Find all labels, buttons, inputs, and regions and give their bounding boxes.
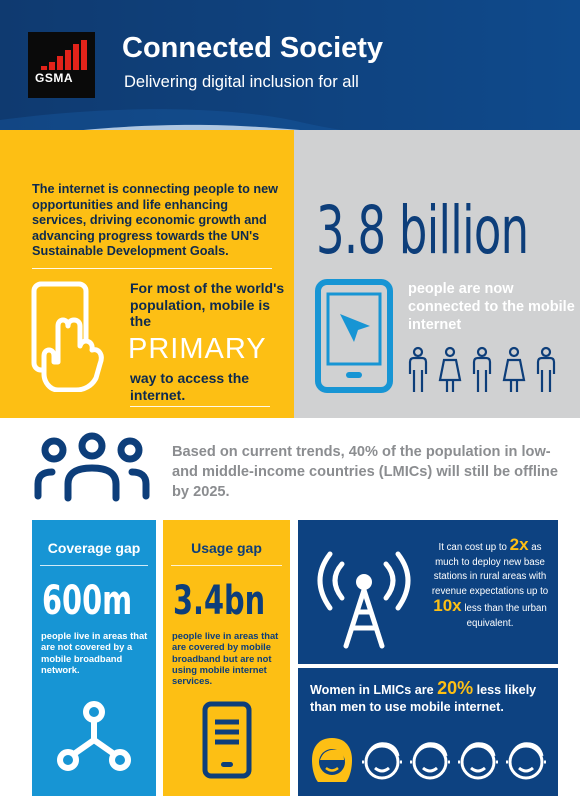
woman-icon [440,348,460,392]
usage-gap-divider [171,565,282,566]
people-row-icon [406,346,566,396]
faces-row-icon [310,736,550,786]
mobile-lead-text: For most of the world's population, mobile is the [130,280,285,329]
man-icon [538,348,554,392]
phone-in-hand-icon [28,280,118,392]
gsma-logo [28,32,95,98]
connected-panel [294,130,580,418]
usage-gap-title: Usage gap [191,540,262,556]
page-title: Connected Society [122,32,384,64]
cost-part2: as much to deploy new base stations in rural areas with revenue expectations up to [431,542,549,597]
usage-gap-box [163,520,290,796]
coverage-gap-box [32,520,156,796]
radio-tower-icon [312,542,416,652]
cost-box [298,520,558,664]
man-face-icon [458,744,498,778]
logo-text: GSMA [35,71,73,85]
coverage-gap-title: Coverage gap [47,540,141,556]
gender-part2: less likely than men to use mobile internet. [310,683,537,714]
gender-gap-statement [310,680,554,716]
usage-gap-description: people live in areas that are covered by mobile broadband but are not using mobile internet services. [172,630,279,687]
cost-multiplier-10x: 10x [433,596,462,616]
page-subtitle: Delivering digital inclusion for all [124,73,359,91]
smartphone-icon [314,278,394,394]
cost-multiplier-2x: 2x [509,535,529,554]
mobile-divider [130,406,270,407]
man-face-icon [506,744,546,778]
intro-panel [0,130,294,418]
usage-gap-number: 3.4bn [173,578,266,624]
cost-part1: It can cost up to [438,542,507,553]
connected-number: 3.8 billion [316,192,529,269]
gender-gap-percent: 20% [437,678,474,698]
network-nodes-icon [56,700,132,776]
intro-divider [32,268,272,269]
connected-text: people are now connected to the mobile internet [408,281,575,333]
mobile-phone-icon [201,700,253,780]
man-icon [410,348,426,392]
cursor-arrow-icon [340,314,370,342]
woman-face-icon [312,738,352,782]
man-face-icon [362,744,402,778]
woman-icon [504,348,524,392]
cost-part3: less than the urban equivalent. [464,603,547,629]
coverage-gap-description: people live in areas that are not covered by a mobile broadband network. [41,630,148,675]
gender-part1: Women in LMICs are [310,683,434,697]
coverage-gap-number: 600m [42,578,133,624]
signal-bars-icon [41,40,89,74]
man-face-icon [410,744,450,778]
primary-emphasis: PRIMARY [128,333,267,365]
coverage-gap-divider [40,565,148,566]
mobile-tail-text: way to access the internet. [130,370,250,403]
cost-statement [426,535,554,632]
gender-gap-box [298,668,558,796]
group-of-people-icon [32,432,152,504]
offline-statement: Based on current trends, 40% of the population in low- and middle-income countries (LMICs) will still be offline by 2025. [172,444,558,500]
header-banner [0,0,580,130]
man-icon [474,348,490,392]
intro-text: The internet is connecting people to new opportunities and life enhancing services, driving economic growth and advancing progress towards the UN's Sustainable Development Goals. [32,182,279,258]
